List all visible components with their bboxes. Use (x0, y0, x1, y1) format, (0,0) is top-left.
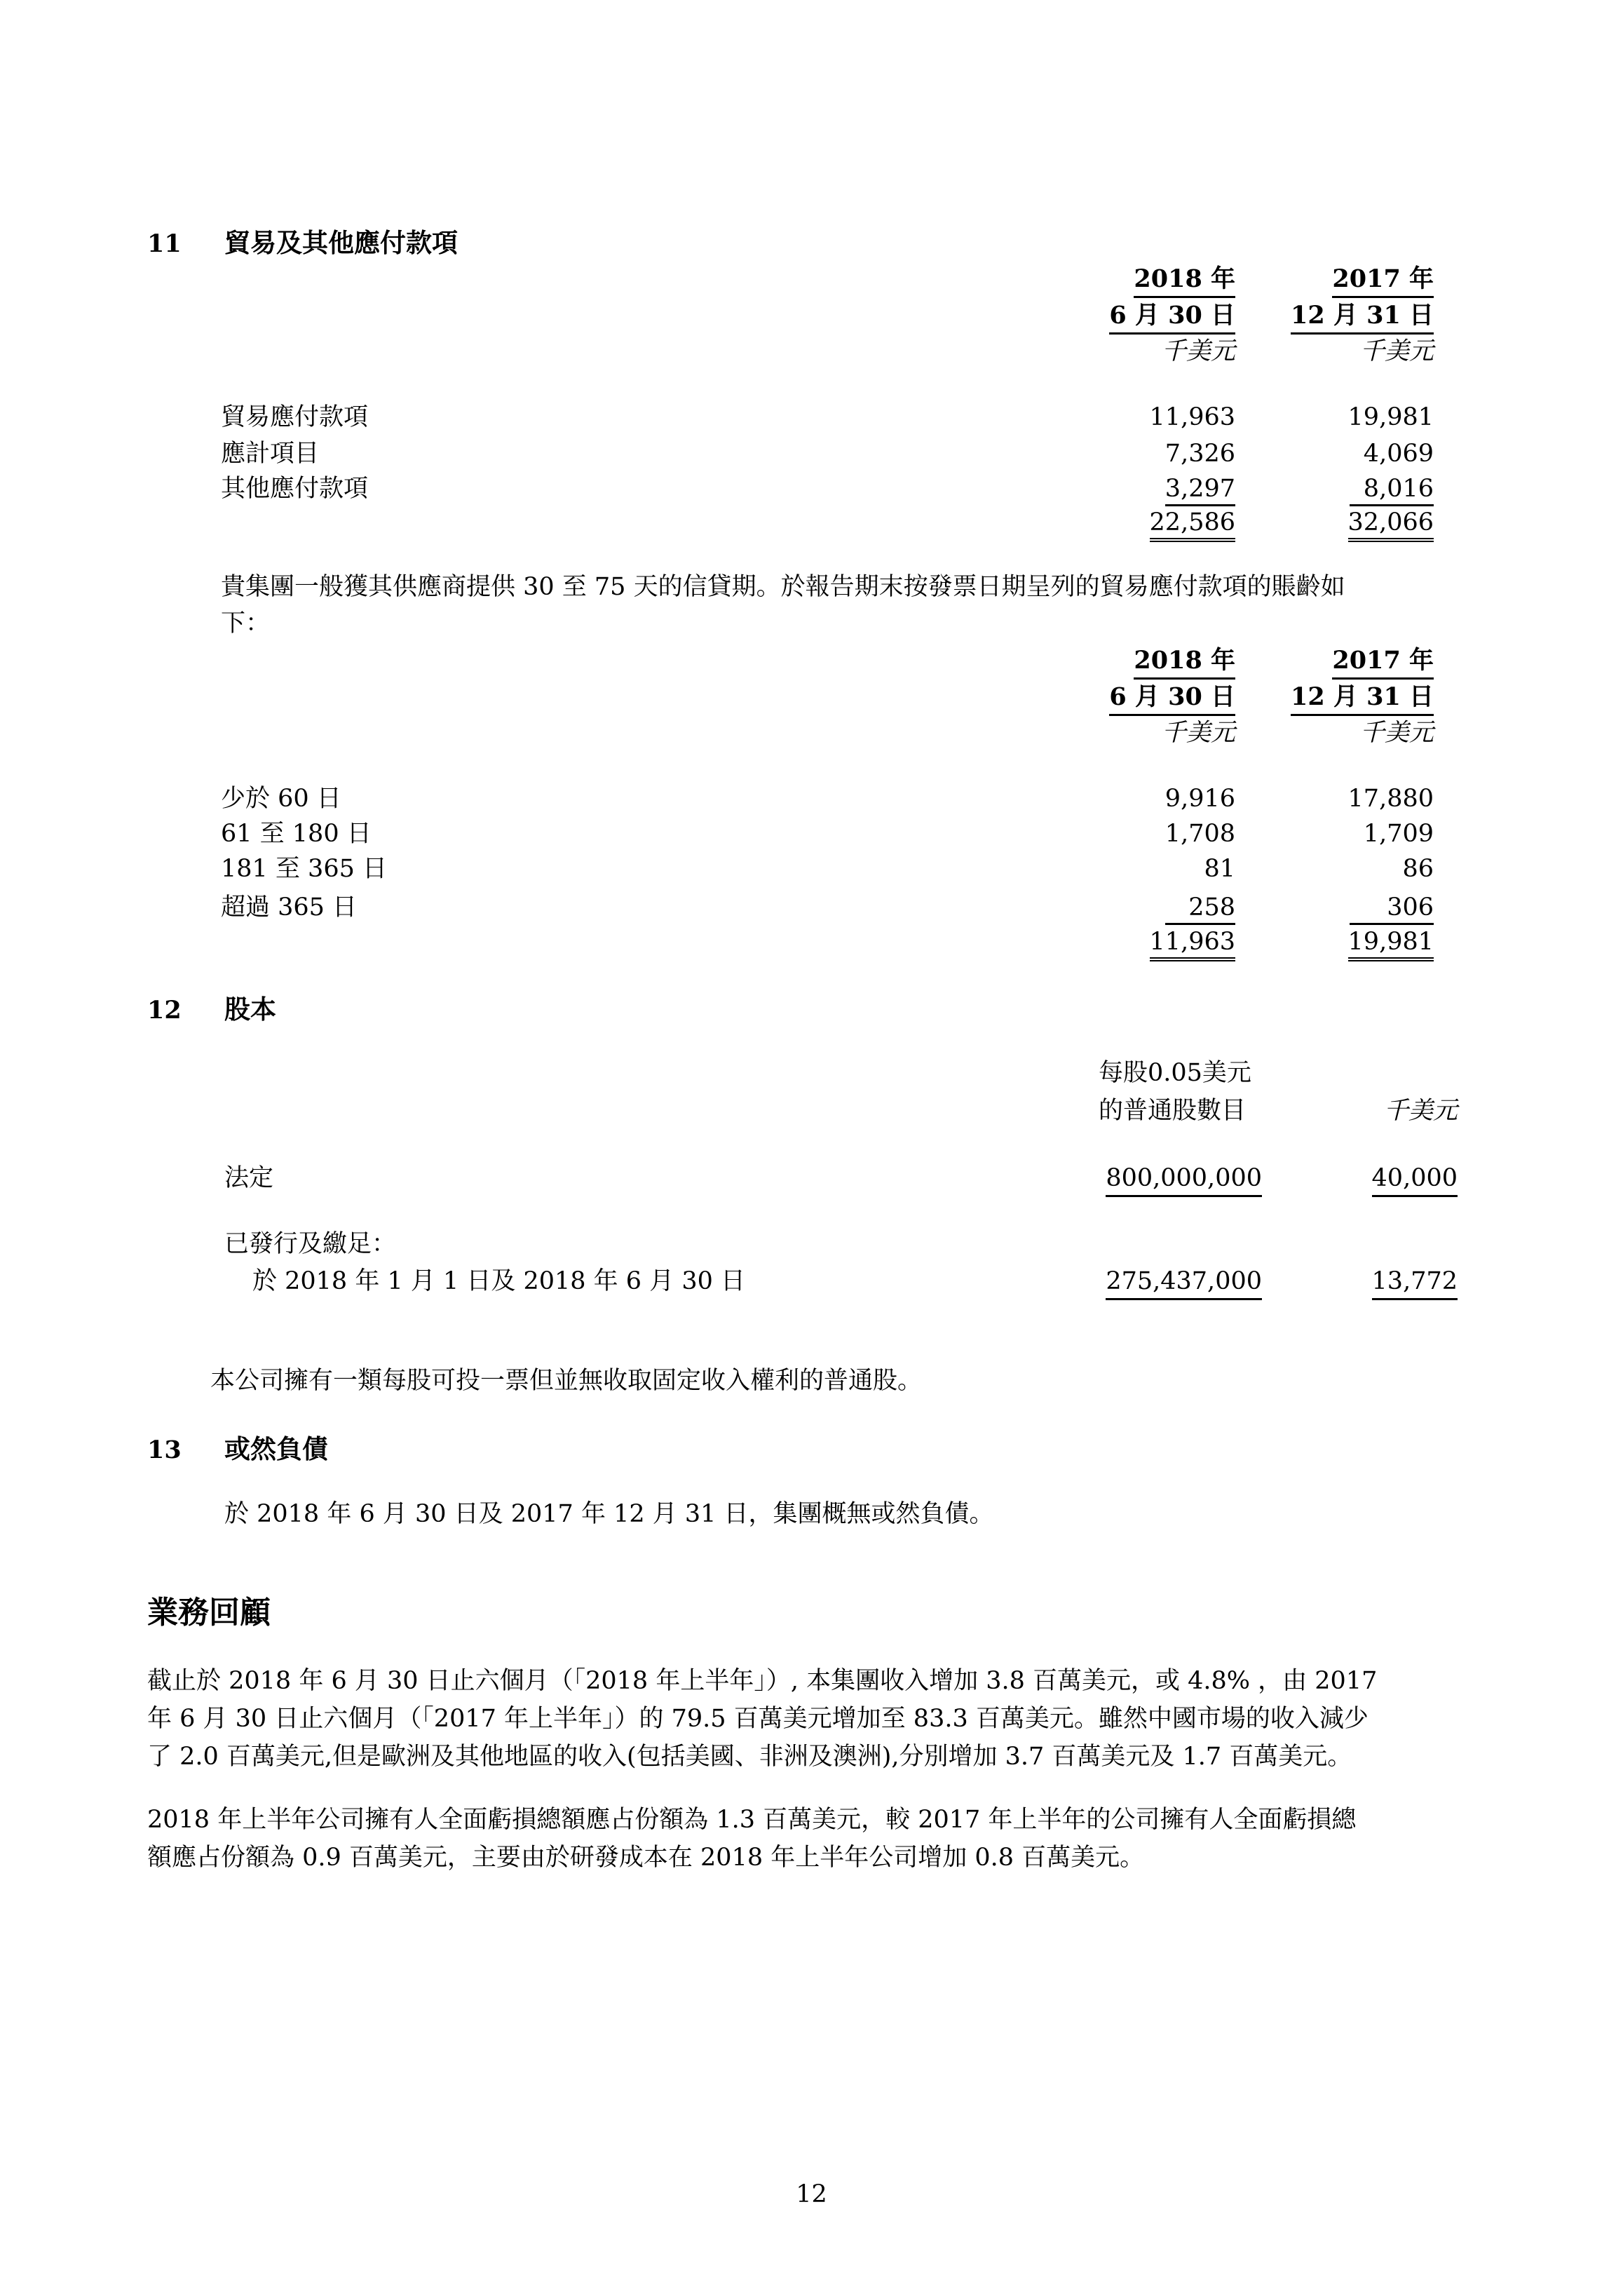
n11-aging-col1-year: 2018 年 (1134, 648, 1235, 673)
n11-aging-label: 超過 365 日 (221, 893, 358, 921)
n11-row-label: 貿易應付款項 (221, 403, 369, 431)
n11-aging-value: 1,709 (1363, 820, 1434, 848)
n11-aging-value: 17,880 (1347, 785, 1434, 813)
n12-issued-sub-label: 於 2018 年 1 月 1 日及 2018 年 6 月 30 日 (252, 1267, 745, 1295)
n12-col2-header: 千美元 (1383, 1097, 1458, 1125)
n11-aging-col2-date: 12 月 31 日 (1291, 684, 1434, 709)
n11-aging-label: 181 至 365 日 (221, 855, 387, 883)
n11-aging-value: 306 (1350, 896, 1434, 925)
n11-row-value: 8,016 (1350, 477, 1434, 506)
note-12-number: 12 (147, 996, 182, 1025)
n12-issued-shares: 275,437,000 (1106, 1269, 1262, 1294)
n11-aging-value: 9,916 (1164, 785, 1235, 813)
n12-issued-label: 已發行及繳足： (224, 1230, 397, 1258)
n11-row-label: 應計項目 (221, 440, 320, 468)
n11-col2-date: 12 月 31 日 (1291, 303, 1434, 327)
n11-aging-label: 61 至 180 日 (221, 820, 372, 848)
n11-aging-total: 19,981 (1348, 930, 1434, 961)
n12-note: 本公司擁有一類每股可投一票但並無收取固定收入權利的普通股。 (210, 1367, 923, 1395)
n11-aging-value: 1,708 (1164, 820, 1235, 848)
business-review-paragraph-1-line: 截止於 2018 年 6 月 30 日止六個月（「2018 年上半年」）, 本集團收入增加 3.8 百萬美元，或 4.8% ，由 2017 (147, 1667, 1378, 1695)
n12-col1-header-line2: 的普通股數目 (1099, 1097, 1247, 1125)
n11-aging-intro-line2: 下： (221, 609, 271, 637)
n11-aging-value: 81 (1204, 855, 1235, 883)
n11-aging-label: 少於 60 日 (221, 785, 341, 813)
n13-text: 於 2018 年 6 月 30 日及 2017 年 12 月 31 日，集團概無或然負債。 (224, 1500, 994, 1528)
n11-aging-col2-year: 2017 年 (1332, 648, 1434, 673)
page-number: 12 (796, 2180, 827, 2208)
n11-col1-unit: 千美元 (1161, 337, 1235, 365)
n11-aging-col2-unit: 千美元 (1359, 719, 1434, 747)
n12-authorised-amount: 40,000 (1372, 1166, 1458, 1191)
n11-col2-year: 2017 年 (1332, 266, 1434, 291)
note-13-title: 或然負債 (224, 1433, 328, 1464)
n11-col2-unit: 千美元 (1359, 337, 1434, 365)
n11-col1-year: 2018 年 (1134, 266, 1235, 291)
n11-aging-total: 11,963 (1150, 930, 1235, 961)
business-review-paragraph-1-line: 年 6 月 30 日止六個月（「2017 年上半年」）的 79.5 百萬美元增加至 83.3 百萬美元。雖然中國市場的收入減少 (147, 1705, 1369, 1733)
n11-row-value: 19,981 (1347, 403, 1434, 431)
n11-total: 32,066 (1348, 511, 1434, 542)
n11-aging-intro-line1: 貴集團一般獲其供應商提供 30 至 75 天的信貸期。於報告期末按發票日期呈列的貿易應付款項的賬齡如 (221, 573, 1345, 601)
n11-total: 22,586 (1150, 511, 1235, 542)
n11-row-label: 其他應付款項 (221, 475, 369, 503)
n11-row-value: 4,069 (1363, 440, 1434, 468)
n11-aging-col1-unit: 千美元 (1161, 719, 1235, 747)
n11-aging-value: 258 (1165, 896, 1235, 925)
business-review-heading: 業務回顧 (147, 1595, 271, 1630)
note-11-number: 11 (147, 229, 182, 258)
note-13-number: 13 (147, 1436, 182, 1464)
n12-col1-header-line1: 每股0.05美元 (1099, 1059, 1251, 1087)
n11-row-value: 3,297 (1165, 477, 1235, 506)
n12-issued-amount: 13,772 (1372, 1269, 1458, 1294)
n12-authorised-shares: 800,000,000 (1106, 1166, 1262, 1191)
n11-row-value: 7,326 (1164, 440, 1235, 468)
note-12-title: 股本 (224, 994, 276, 1025)
n12-authorised-label: 法定 (224, 1164, 274, 1192)
note-11-title: 貿易及其他應付款項 (224, 227, 458, 258)
n11-aging-value: 86 (1402, 855, 1434, 883)
n11-row-value: 11,963 (1149, 403, 1235, 431)
n11-aging-col1-date: 6 月 30 日 (1109, 684, 1235, 709)
n11-col1-date: 6 月 30 日 (1109, 303, 1235, 327)
business-review-paragraph-1-line: 了 2.0 百萬美元,但是歐洲及其他地區的收入(包括美國、非洲及澳洲),分別增加 3.7 百萬美元及 1.7 百萬美元。 (147, 1743, 1352, 1771)
business-review-paragraph-2-line: 額應占份額為 0.9 百萬美元，主要由於研發成本在 2018 年上半年公司增加 0.8 百萬美元。 (147, 1844, 1145, 1872)
business-review-paragraph-2-line: 2018 年上半年公司擁有人全面虧損總額應占份額為 1.3 百萬美元，較 2017 年上半年的公司擁有人全面虧損總 (147, 1806, 1357, 1834)
